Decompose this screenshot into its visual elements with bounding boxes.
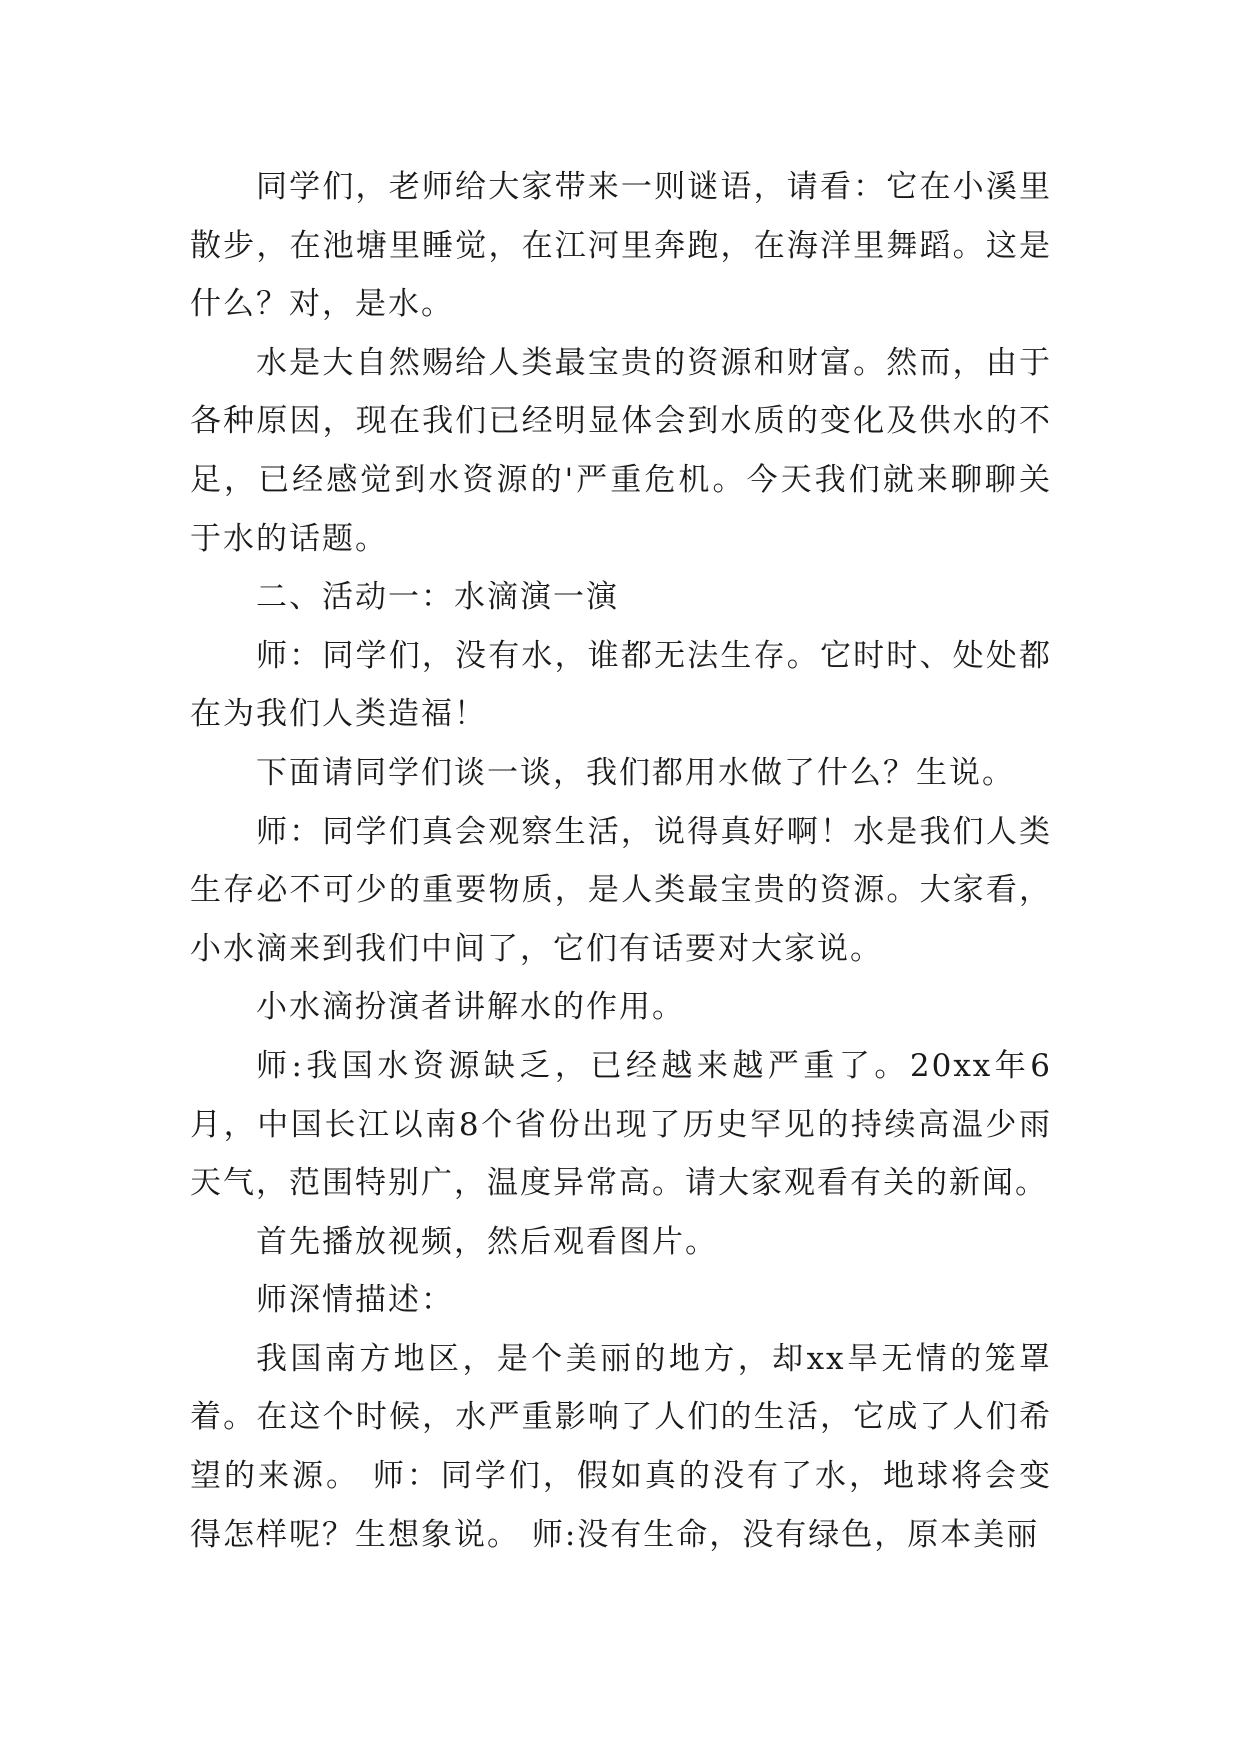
paragraph-water-drop-role: 小水滴扮演者讲解水的作用。 (256, 989, 685, 1026)
paragraph-riddle-intro: 同学们，老师给大家带来一则谜语，请看：它在小溪里散步，在池塘里睡觉，在江河里奔跑，在海洋里舞蹈。这是什么？对，是水。 (190, 169, 1052, 323)
paragraph-water-resource: 水是大自然赐给人类最宝贵的资源和财富。然而，由于各种原因，现在我们已经明显体会到水质的变化及供水的不足，已经感觉到水资源的'严重危机。今天我们就来聊聊关于水的话题。 (190, 344, 1052, 557)
paragraph-teacher-no-water: 师：同学们，没有水，谁都无法生存。它时时、处处都在为我们人类造福！ (190, 637, 1052, 733)
paragraph-drought-news: 师:我国水资源缺乏，已经越来越严重了。20xx年6月，中国长江以南8个省份出现了历史罕见的持续高温少雨天气，范围特别广，温度异常高。请大家观看有关的新闻。 (190, 1047, 1052, 1202)
paragraph-discussion-prompt: 下面请同学们谈一谈，我们都用水做了什么？生说。 (256, 754, 1015, 791)
document-body (190, 158, 1052, 1564)
paragraph-video-pictures: 首先播放视频，然后观看图片。 (256, 1223, 718, 1260)
paragraph-teacher-praise: 师：同学们真会观察生活，说得真好啊！水是我们人类生存必不可少的重要物质，是人类最宝贵的资源。大家看，小水滴来到我们中间了，它们有话要对大家说。 (190, 813, 1052, 967)
paragraph-south-drought: 我国南方地区，是个美丽的地方，却xx旱无情的笼罩着。在这个时候，水严重影响了人们的生活，它成了人们希望的来源。 师：同学们，假如真的没有了水，地球将会变得怎样呢？生想象说。 师:没有生命，没有绿色，原本美丽 (190, 1340, 1052, 1553)
section-heading-activity-one: 二、活动一：水滴演一演 (256, 579, 619, 616)
paragraph-teacher-description: 师深情描述： (256, 1282, 454, 1319)
